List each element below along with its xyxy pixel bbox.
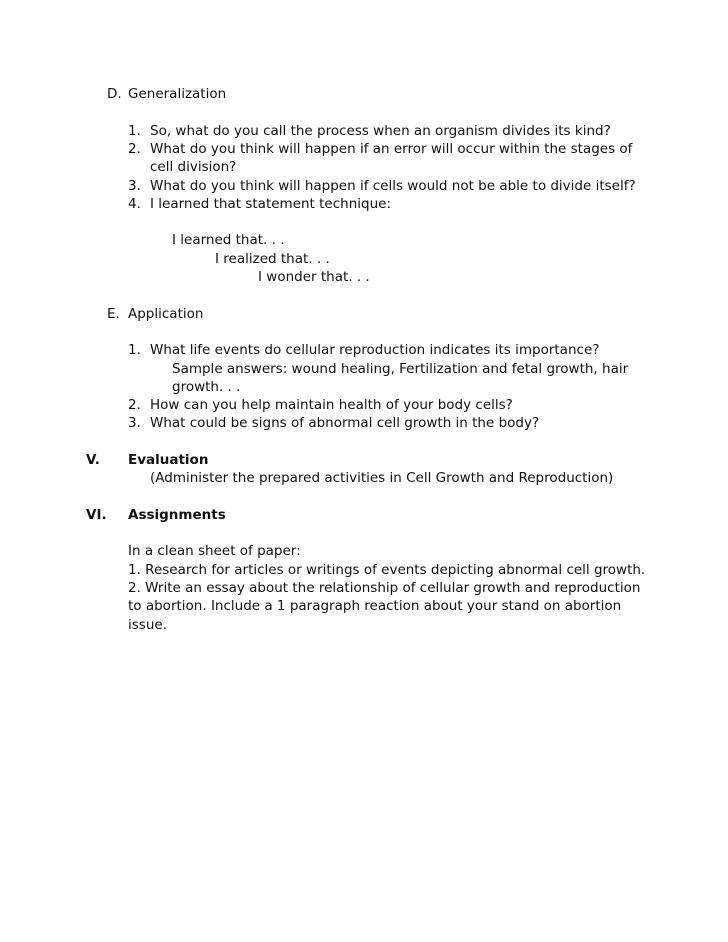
section-d-label: D. <box>107 86 122 102</box>
list-item: What do you think will happen if an error will occur within the stages of <box>150 141 633 157</box>
list-item: How can you help maintain health of your body cells? <box>150 397 513 413</box>
section-vi-label: VI. <box>86 507 107 523</box>
list-item: What do you think will happen if cells would not be able to divide itself? <box>150 178 636 194</box>
section-e-title: Application <box>128 306 204 322</box>
list-item-number: 3. <box>128 415 141 431</box>
list-item-number: 3. <box>128 178 141 194</box>
list-item: I learned that statement technique: <box>150 196 392 212</box>
technique-line: I realized that. . . <box>215 251 330 267</box>
list-item-continuation: cell division? <box>150 159 237 175</box>
sample-answers: Sample answers: wound healing, Fertilization and fetal growth, hair <box>172 361 629 377</box>
sample-answers-continuation: growth. . . <box>172 379 241 395</box>
evaluation-note: (Administer the prepared activities in Cell Growth and Reproduction) <box>150 470 614 486</box>
list-item: What life events do cellular reproduction indicates its importance? <box>150 342 600 358</box>
assignment-line: 1. Research for articles or writings of events depicting abnormal cell growth. <box>128 562 646 578</box>
list-item-number: 2. <box>128 397 141 413</box>
list-item-number: 1. <box>128 342 141 358</box>
list-item-number: 2. <box>128 141 141 157</box>
section-v-label: V. <box>86 452 100 468</box>
section-d-title: Generalization <box>128 86 227 102</box>
technique-line: I learned that. . . <box>172 232 285 248</box>
assignment-line: 2. Write an essay about the relationship of cellular growth and reproduction <box>128 580 641 596</box>
technique-line: I wonder that. . . <box>258 269 370 285</box>
list-item-number: 1. <box>128 123 141 139</box>
section-v-title: Evaluation <box>128 452 209 468</box>
list-item-number: 4. <box>128 196 141 212</box>
assignment-line: In a clean sheet of paper: <box>128 543 301 559</box>
section-e-label: E. <box>107 306 120 322</box>
assignment-line: issue. <box>128 617 167 633</box>
list-item: What could be signs of abnormal cell growth in the body? <box>150 415 540 431</box>
assignment-line: to abortion. Include a 1 paragraph reaction about your stand on abortion <box>128 598 622 614</box>
section-vi-title: Assignments <box>128 507 226 523</box>
list-item: So, what do you call the process when an organism divides its kind? <box>150 123 611 139</box>
